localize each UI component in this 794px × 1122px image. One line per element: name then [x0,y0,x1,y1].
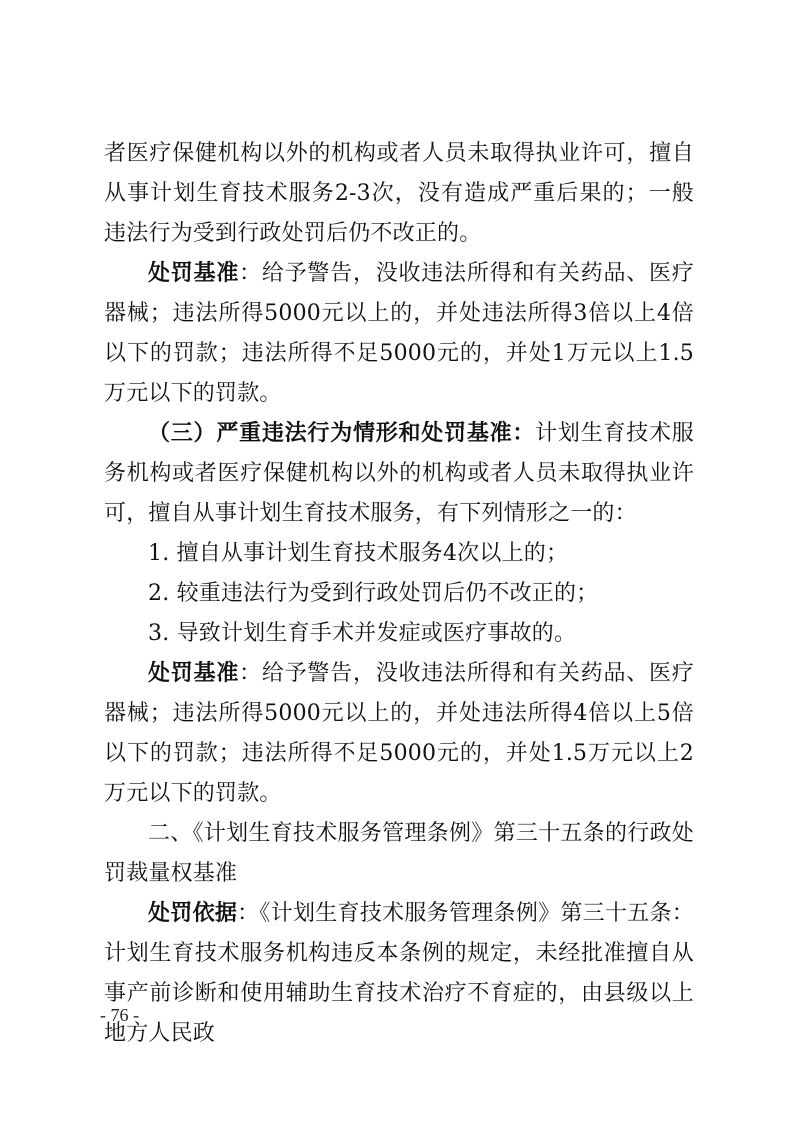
serious-violation-text: 计划生育技术服务机构或者医疗保健机构以外的机构或者人员未取得执业许可，擅自从事计划生育技术服务，有下列情形之一的： [104,421,694,526]
penalty-standard-text: ：给予警告，没收违法所得和有关药品、医疗器械；违法所得5000元以上的，并处违法所得4倍以上5倍以下的罚款；违法所得不足5000元的，并处1.5万元以上2万元以下的罚款。 [104,661,694,806]
penalty-basis-label: 处罚依据 [148,901,238,926]
list-item: 1. 擅自从事计划生育技术服务4次以上的； [148,541,569,566]
penalty-basis-paragraph [104,894,694,1054]
page-number: - 76 - [100,1005,139,1025]
section-heading: 二、《计划生育技术服务管理条例》第三十五条的行政处罚裁量权基准 [104,821,694,886]
paragraph-continuation: 者医疗保健机构以外的机构或者人员未取得执业许可，擅自从事计划生育技术服务2-3次，没有造成严重后果的；一般违法行为受到行政处罚后仍不改正的。 [104,141,694,246]
serious-violation-heading: （三）严重违法行为情形和处罚基准： [148,421,536,446]
penalty-standard-label: 处罚基准 [148,661,240,686]
list-item: 3. 导致计划生育手术并发症或医疗事故的。 [148,621,577,646]
penalty-standard-text: ：给予警告，没收违法所得和有关药品、医疗器械；违法所得5000元以上的，并处违法所得3倍以上4倍以下的罚款；违法所得不足5000元的，并处1万元以上1.5万元以下的罚款。 [104,261,694,406]
penalty-standard-paragraph-1 [104,254,694,414]
penalty-standard-paragraph-2 [104,654,694,814]
penalty-basis-text: ：《计划生育技术服务管理条例》第三十五条：计划生育技术服务机构违反本条例的规定，未经批准擅自从事产前诊断和使用辅助生育技术治疗不育症的，由县级以上地方人民政 [104,901,694,1046]
list-item: 2. 较重违法行为受到行政处罚后仍不改正的； [148,581,599,606]
body-text [104,134,694,1054]
penalty-standard-label: 处罚基准 [148,261,240,286]
serious-violation-paragraph [104,414,694,534]
